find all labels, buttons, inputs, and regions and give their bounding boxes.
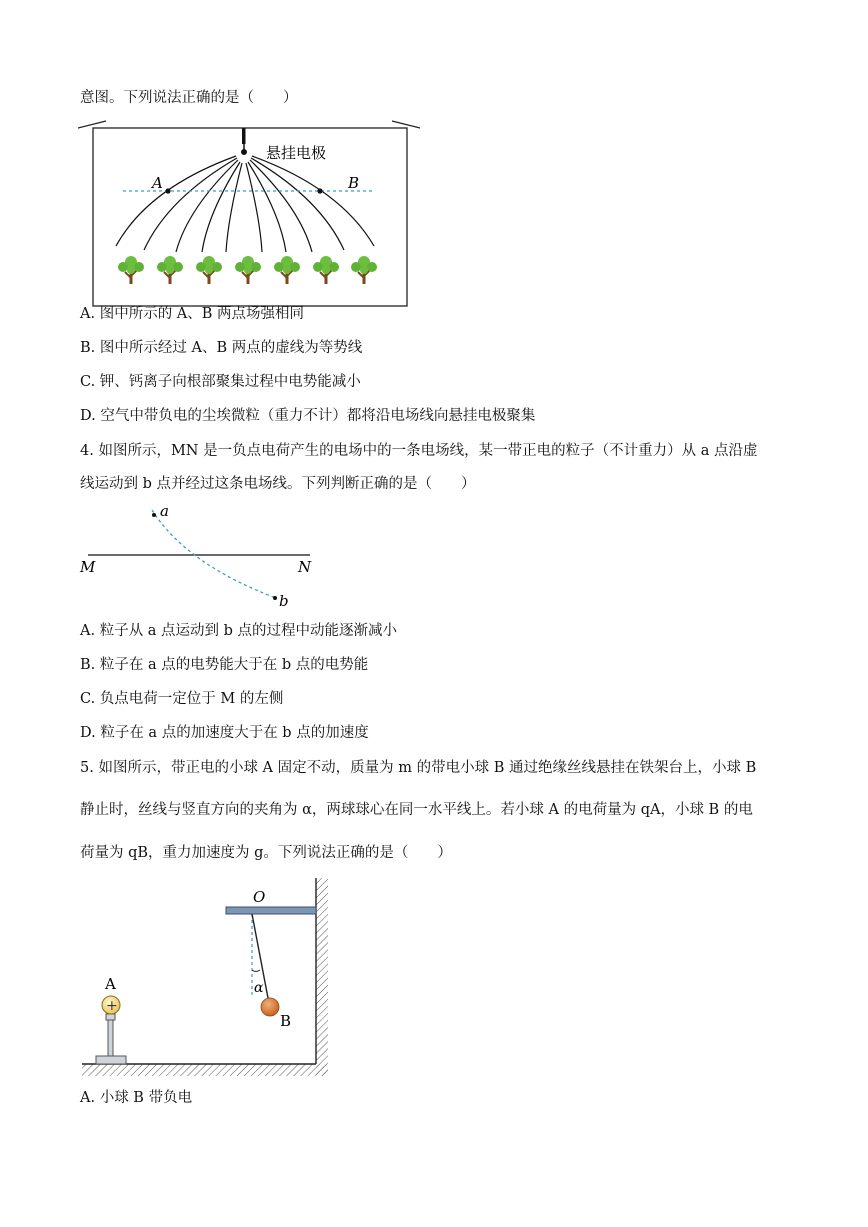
electrode-tip [241, 149, 247, 155]
label-b: B [280, 1012, 292, 1030]
tree-icon [351, 256, 377, 284]
q4-option-b: B. 粒子在 a 点的电势能大于在 b 点的电势能 [80, 657, 369, 673]
q4-option-d: D. 粒子在 a 点的加速度大于在 b 点的加速度 [80, 725, 369, 741]
q3-option-d: D. 空气中带负电的尘埃微粒（重力不计）都将沿电场线向悬挂电极聚集 [80, 408, 536, 424]
point-b [273, 596, 277, 600]
q4-stem-line2: 线运动到 b 点并经过这条电场线。下列判断正确的是（ ） [80, 476, 476, 492]
label-a: a [160, 502, 169, 520]
q3-option-c: C. 钾、钙离子向根部聚集过程中电势能减小 [80, 374, 361, 390]
q5-figure [78, 874, 338, 1084]
greenhouse-frame [93, 128, 407, 306]
q3-stem-end: 意图。下列说法正确的是（ ） [80, 90, 298, 106]
stand-rod [108, 1018, 113, 1056]
plus-sign: + [106, 998, 118, 1014]
q5-stem-line2: 静止时，丝线与竖直方向的夹角为 α，两球球心在同一水平线上。若小球 A 的电荷量为 qA，小球 B 的电 [80, 802, 753, 818]
label-b: b [279, 592, 289, 610]
particle-trajectory [152, 510, 276, 598]
tree-icon [274, 256, 300, 284]
support-bar [226, 907, 316, 914]
electrode-label: 悬挂电极 [266, 144, 327, 162]
q3-option-b: B. 图中所示经过 A、B 两点的虚线为等势线 [80, 340, 363, 356]
q5-option-a: A. 小球 B 带负电 [80, 1090, 193, 1106]
point-b [317, 188, 322, 193]
q4-stem-line1: 4. 如图所示，MN 是一负点电荷产生的电场中的一条电场线，某一带正电的粒子（不计重力）从 a 点沿虚 [80, 443, 758, 459]
ball-b [261, 998, 279, 1016]
angle-arc [252, 970, 260, 972]
q5-stem-line1: 5. 如图所示，带正电的小球 A 固定不动，质量为 m 的带电小球 B 通过绝缘丝线悬挂在铁架台上，小球 B [80, 760, 757, 776]
label-m: M [80, 558, 96, 576]
tree-icon [313, 256, 339, 284]
label-alpha: α [254, 980, 264, 996]
label-n: N [298, 558, 312, 576]
label-a: A [105, 975, 116, 993]
q3-figure [78, 118, 438, 318]
tree-icon [157, 256, 183, 284]
tree-icon [235, 256, 261, 284]
point-a-label: A [152, 174, 163, 192]
electrode-rod [242, 128, 246, 144]
q4-option-c: C. 负点电荷一定位于 M 的左侧 [80, 691, 284, 707]
q3-option-a: A. 图中所示的 A、B 两点场强相同 [80, 306, 305, 322]
stand-base [96, 1056, 126, 1064]
label-o: O [253, 888, 266, 906]
point-a [152, 513, 156, 517]
tree-row [118, 256, 377, 284]
q4-figure [76, 502, 336, 612]
point-a [165, 188, 170, 193]
wall-hatch [316, 878, 328, 1076]
tree-icon [118, 256, 144, 284]
tree-icon [196, 256, 222, 284]
field-lines [116, 156, 374, 252]
q5-stem-line3: 荷量为 qB，重力加速度为 g。下列说法正确的是（ ） [80, 845, 452, 861]
floor-hatch [82, 1064, 328, 1076]
q4-option-a: A. 粒子从 a 点运动到 b 点的过程中动能逐渐减小 [80, 623, 398, 639]
point-b-label: B [348, 174, 360, 192]
